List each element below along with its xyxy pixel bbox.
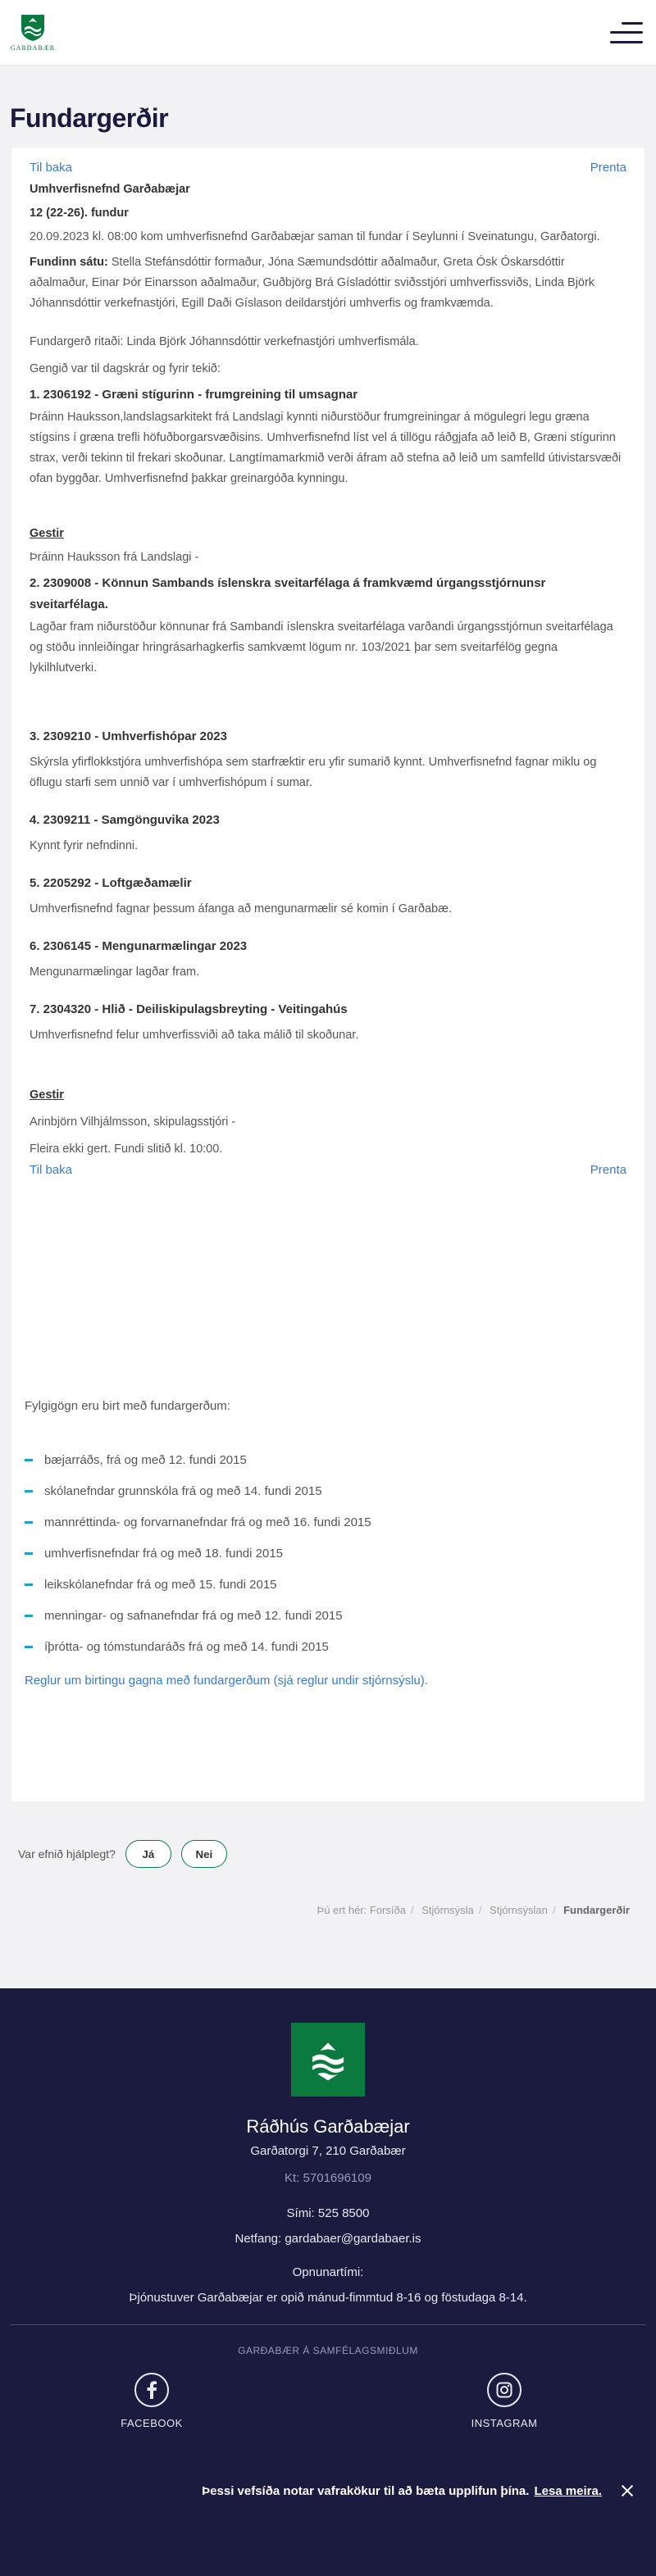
attendees-label: Fundinn sátu: xyxy=(30,256,108,269)
list-item xyxy=(25,1631,428,1662)
close-icon[interactable] xyxy=(620,2483,635,2498)
guests-label: Gestir xyxy=(30,527,64,540)
meeting-intro: 20.09.2023 kl. 08:00 kom umhverfisnefnd Garðabæjar saman til fundar í Seylunni í Sveinatungu, Garðatorgi. xyxy=(30,230,600,243)
guests-list: Arinbjörn Vilhjálmsson, skipulagsstjóri - xyxy=(30,1115,236,1129)
agenda-item-body: Umhverfisnefnd felur umhverfissviði að taka málið til skoðunar. xyxy=(30,1029,359,1042)
content-card xyxy=(11,148,645,1801)
site-header xyxy=(0,0,656,66)
gardabaer-shield-icon xyxy=(20,14,45,42)
agenda-item-title: 1. 2306192 - Græni stígurinn - frumgreining til umsagnar xyxy=(30,388,358,402)
agenda-item-body: Skýrsla yfirflokkstjóra umhverfishópa sem starfræktir eru yfir sumarið kynnt. Umhverfisnefnd fagnar miklu og öflugu starfi sem unnið var í umhverfishópum í sumar. xyxy=(30,756,597,789)
facebook-icon xyxy=(134,2373,169,2407)
instagram-icon xyxy=(487,2373,522,2407)
agenda-intro: Gengið var til dagskrár og fyrir tekið: xyxy=(30,362,221,375)
list-item xyxy=(25,1506,428,1538)
committee-name: Umhverfisnefnd Garðabæjar xyxy=(30,183,190,196)
agenda-item-title: 4. 2309211 - Samgönguvika 2023 xyxy=(30,813,220,827)
list-item xyxy=(25,1475,428,1506)
agenda-item-body: Mengunarmælingar lagðar fram. xyxy=(30,965,200,979)
list-item xyxy=(25,1538,428,1569)
bullet-dash-icon xyxy=(25,1521,33,1524)
list-item xyxy=(25,1600,428,1631)
secretary: Fundargerð ritaði: Linda Björk Jóhannsdóttir verkefnastjóri umhverfismála. xyxy=(30,335,419,348)
agenda-item-title: 7. 2304320 - Hlið - Deiliskipulagsbreyting - Veitingahús xyxy=(30,1002,348,1016)
bullet-dash-icon xyxy=(25,1615,33,1617)
breadcrumb xyxy=(317,1904,630,1916)
cookie-read-more-link[interactable]: Lesa meira. xyxy=(534,2483,602,2498)
guests-label: Gestir xyxy=(30,1088,64,1102)
instagram-link[interactable] xyxy=(467,2373,541,2429)
attendees-list: Stella Stefánsdóttir formaður, Jóna Sæmundsdóttir aðalmaður, Greta Ósk Óskarsdóttir aðalmaður, Einar Þór Einarsson aðalmaður, Guðbjörg Brá Gísladóttir sviðsstjóri umhverfissviðs, Linda Björk Jóhannsdóttir verkefnastjóri, Egill Daði Gíslason deildarstjóri umhverfis og framkvæmda. xyxy=(30,256,595,310)
meeting-minutes xyxy=(30,179,626,1160)
agenda-item-title: 2. 2309008 - Könnun Sambands íslenskra sveitarfélaga á framkvæmd úrgangsstjórnunsr sveitarfélaga. xyxy=(30,576,546,611)
list-item-text: menningar- og safnanefndar frá og með 12. fundi 2015 xyxy=(44,1608,343,1623)
facebook-link[interactable] xyxy=(115,2373,189,2429)
social-heading: GARÐABÆR Á SAMFÉLAGSMIÐLUM xyxy=(238,2345,418,2356)
attachments-section xyxy=(25,1399,428,1688)
instagram-label: INSTAGRAM xyxy=(471,2417,538,2429)
bottom-nav-row xyxy=(30,1163,626,1177)
breadcrumb-level2[interactable]: Stjórnsýslan xyxy=(490,1904,548,1916)
closing-note: Fleira ekki gert. Fundi slitið kl. 10:00. xyxy=(30,1143,223,1156)
list-item xyxy=(25,1569,428,1600)
agenda-item-title: 3. 2309210 - Umhverfishópar 2023 xyxy=(30,729,227,743)
agenda-item-title: 5. 2205292 - Loftgæðamælir xyxy=(30,876,192,890)
bullet-dash-icon xyxy=(25,1646,33,1648)
top-nav-row xyxy=(30,161,626,175)
footer-email: Netfang: gardabaer@gardabaer.is xyxy=(235,2232,421,2246)
site-logo[interactable] xyxy=(11,14,54,52)
list-item-text: mannréttinda- og forvarnanefndar frá og með 16. fundi 2015 xyxy=(44,1515,371,1529)
meeting-number: 12 (22-26). fundur xyxy=(30,207,129,220)
list-item-text: skólanefndar grunnskóla frá og með 14. fundi 2015 xyxy=(44,1483,322,1498)
cookie-banner xyxy=(0,2469,656,2513)
back-link[interactable]: Til baka xyxy=(30,1163,72,1177)
breadcrumb-current: Fundargerðir xyxy=(563,1904,630,1916)
agenda-item-body: Lagðar fram niðurstöður könnunar frá Sambandi íslenskra sveitarfélaga varðandi úrgangsstjórnun sveitarfélaga og stöðu innleiðingar hringrásarhagkerfis samkvæmt lögum nr. 103/2021 þar sem sveitarfélög gegna lykilhlutverki. xyxy=(30,620,613,675)
gardabaer-shield-icon xyxy=(308,2038,348,2082)
agenda-item-body: Kynnt fyrir nefndinni. xyxy=(30,839,139,852)
footer-divider xyxy=(10,2324,646,2325)
footer-kt: Kt: 5701696109 xyxy=(285,2171,371,2185)
facebook-label: FACEBOOK xyxy=(121,2417,183,2429)
feedback-yes-button[interactable]: Já xyxy=(125,1840,171,1868)
menu-bar-1 xyxy=(622,22,643,25)
back-link[interactable]: Til baka xyxy=(30,161,72,175)
bullet-dash-icon xyxy=(25,1583,33,1586)
feedback-question: Var efnið hjálplegt? xyxy=(18,1847,116,1860)
footer-title: Ráðhús Garðabæjar xyxy=(246,2116,410,2137)
hamburger-menu-icon[interactable] xyxy=(610,22,643,43)
list-item-text: umhverfisnefndar frá og með 18. fundi 2015 xyxy=(44,1546,284,1561)
breadcrumb-separator: / xyxy=(410,1904,414,1916)
agenda-item-body: Þráinn Hauksson,landslagsarkitekt frá Landslagi kynnti niðurstöður frumgreiningar á mögulegri legu græna stígsins í græna trefli höfuðborgarsvæðisins. Umhverfisnefnd líst vel á tillögu ráðgjafa að leið B, Græni stígurinn strax, verði tekinn til frekari skoðunar. Langtímamarkmið verði áfram að stefna að leið um samfelld útivistarsvæði ofan byggðar. Umhverfisnefnd þakkar greinargóða kynningu. xyxy=(30,411,622,485)
agenda-item-body: Umhverfisnefnd fagnar þessum áfanga að mengunarmælir sé komin í Garðabæ. xyxy=(30,902,453,915)
social-links xyxy=(115,2373,541,2429)
footer-logo xyxy=(291,2023,365,2097)
feedback-no-button[interactable]: Nei xyxy=(181,1840,227,1868)
attendees xyxy=(30,252,626,314)
menu-bar-3 xyxy=(610,41,643,43)
bullet-dash-icon xyxy=(25,1552,33,1555)
list-item-text: leikskólanefndar frá og með 15. fundi 2015 xyxy=(44,1577,277,1592)
bullet-dash-icon xyxy=(25,1490,33,1492)
footer-address: Garðatorgi 7, 210 Garðabær xyxy=(250,2144,406,2158)
publication-rules-link[interactable]: Reglur um birtingu gagna með fundargerðum (sjá reglur undir stjórnsýslu). xyxy=(25,1674,428,1688)
attachments-intro: Fylgigögn eru birt með fundargerðum: xyxy=(25,1399,230,1413)
breadcrumb-separator: / xyxy=(478,1904,482,1916)
print-link[interactable]: Prenta xyxy=(590,161,626,175)
list-item xyxy=(25,1444,428,1475)
menu-bar-2 xyxy=(610,31,643,34)
breadcrumb-level1[interactable]: Stjórnsýsla xyxy=(421,1904,474,1916)
list-item-text: bæjarráðs, frá og með 12. fundi 2015 xyxy=(44,1452,247,1467)
breadcrumb-prefix: Þú ert hér: xyxy=(317,1904,367,1916)
breadcrumb-separator: / xyxy=(552,1904,556,1916)
logo-text: GARÐABÆR xyxy=(10,43,56,52)
footer-hours: Þjónustuver Garðabæjar er opið mánud-fimmtud 8-16 og föstudaga 8-14. xyxy=(129,2291,527,2305)
page-title: Fundargerðir xyxy=(10,103,169,133)
list-item-text: íþrótta- og tómstundaráðs frá og með 14. fundi 2015 xyxy=(44,1639,329,1654)
footer-hours-label: Opnunartími: xyxy=(292,2265,364,2279)
attachments-list xyxy=(25,1444,428,1662)
feedback-widget xyxy=(18,1840,227,1868)
bullet-dash-icon xyxy=(25,1459,33,1461)
guests-list: Þráinn Hauksson frá Landslagi - xyxy=(30,551,199,564)
agenda-item-title: 6. 2306145 - Mengunarmælingar 2023 xyxy=(30,939,248,953)
cookie-text: Þessi vefsíða notar vafrakökur til að bæta upplifun þína. xyxy=(202,2483,530,2498)
print-link[interactable]: Prenta xyxy=(590,1163,626,1177)
footer-phone: Sími: 525 8500 xyxy=(286,2206,370,2220)
breadcrumb-home[interactable]: Forsíða xyxy=(369,1904,406,1916)
